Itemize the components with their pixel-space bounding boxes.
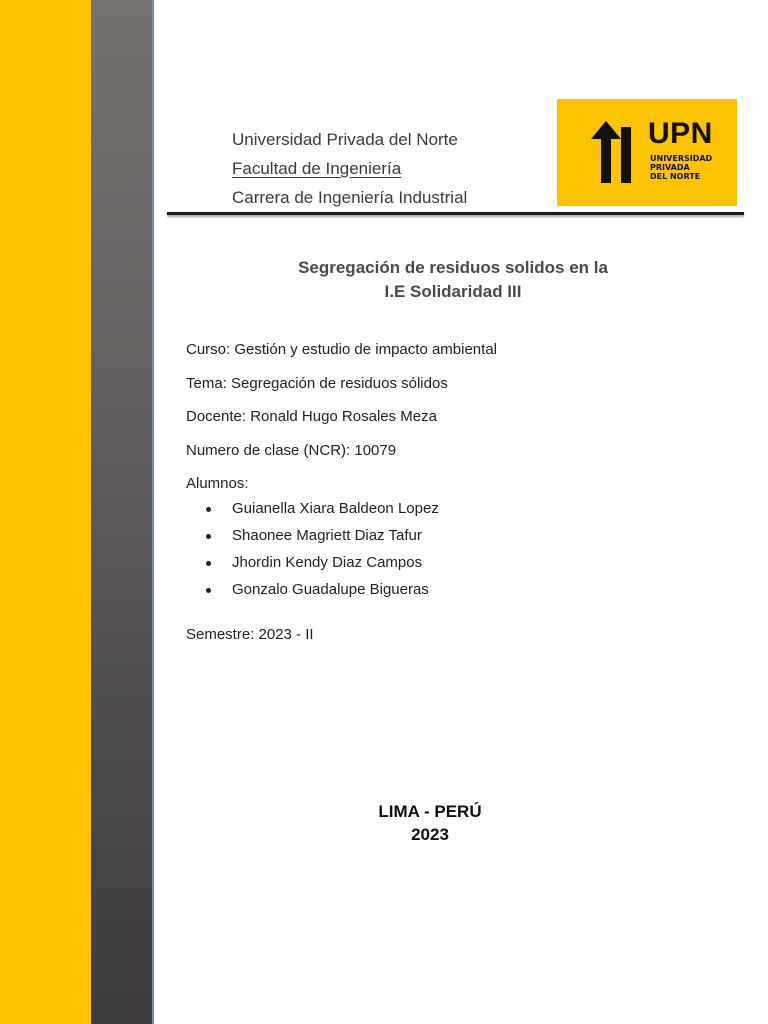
logo-subtitle <box>650 154 712 181</box>
students-label: Alumnos: <box>186 475 249 492</box>
career-name: Carrera de Ingeniería Industrial <box>232 188 468 207</box>
gray-side-band <box>91 0 152 1024</box>
topic-line: Tema: Segregación de residuos sólidos <box>186 374 448 392</box>
bullet-icon <box>206 534 211 539</box>
logo-sub-line2: PRIVADA <box>650 163 690 172</box>
faculty-name: Facultad de Ingeniería <box>232 159 402 178</box>
list-item <box>206 527 439 554</box>
course-line: Curso: Gestión y estudio de impacto ambiental <box>186 341 497 358</box>
students-list <box>206 500 439 608</box>
bullet-icon <box>206 561 211 566</box>
year: 2023 <box>411 825 449 844</box>
list-item <box>206 554 439 581</box>
course-info <box>186 341 497 509</box>
semester-line: Semestre: 2023 - II <box>186 626 314 643</box>
logo-brand: UPN <box>648 117 713 150</box>
upn-logo <box>557 99 737 206</box>
logo-sub-line1: UNIVERSIDAD <box>650 154 713 163</box>
list-item <box>206 500 439 527</box>
logo-sub-line3: DEL NORTE <box>650 172 701 181</box>
city-country: LIMA - PERÚ <box>378 802 482 821</box>
footer <box>330 800 530 846</box>
teacher-line: Docente: Ronald Hugo Rosales Meza <box>186 408 437 425</box>
bullet-icon <box>206 507 211 512</box>
yellow-side-band <box>0 0 91 1024</box>
university-name: Universidad Privada del Norte <box>232 130 458 149</box>
student-name: Jhordin Kendy Diaz Campos <box>232 554 423 571</box>
bullet-icon <box>206 588 211 593</box>
document-title <box>200 256 706 304</box>
institution-header <box>232 127 467 214</box>
header-divider <box>167 212 744 215</box>
student-name: Shaonee Magriett Diaz Tafur <box>232 527 422 544</box>
student-name: Gonzalo Guadalupe Bigueras <box>232 581 429 598</box>
list-item <box>206 581 439 608</box>
side-band-edge <box>152 0 154 1024</box>
student-name: Guianella Xiara Baldeon Lopez <box>232 500 439 517</box>
title-line2: I.E Solidaridad III <box>384 282 522 301</box>
class-number-line: Numero de clase (NCR): 10079 <box>186 441 397 459</box>
title-line1: Segregación de residuos solidos en la <box>298 258 608 277</box>
upn-arrow-icon <box>591 121 643 183</box>
